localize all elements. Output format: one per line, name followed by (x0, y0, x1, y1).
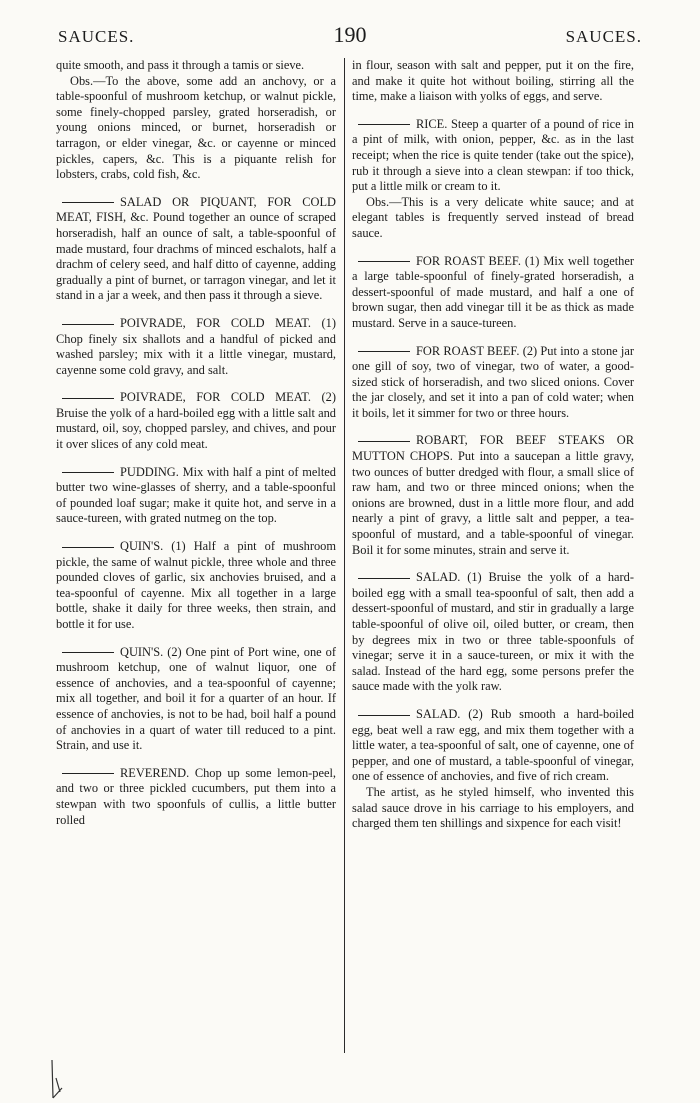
ditto-dash (358, 261, 410, 262)
recipe-entry (56, 465, 336, 527)
recipe-entry (352, 433, 634, 558)
right-column (352, 58, 634, 832)
recipe-text: ROBART, FOR BEEF STEAKS OR MUTTON CHOPS. Put into a saucepan a little gravy, two ounces of butter dredged with flour, a small slice of raw ham, and two or three minced onions; when the onions are browned, dust in a little more flour, and add nearly a pint of gravy, a little salt and pepper, a tea-spoonful of mustard, and a table-spoonful of vinegar. Boil it for some minutes, strain and serve it. (352, 433, 634, 557)
page-number: 190 (333, 22, 367, 47)
recipe-text: REVEREND. Chop up some lemon-peel, and two or three pickled cucumbers, put them into a stewpan with two spoonfuls of cullis, a little butter rolled (56, 765, 336, 827)
recipe-text: SALAD. (1) Bruise the yolk of a hard-boiled egg with a small tea-spoonful of salt, then add a dessert-spoonful of mustard, and stir in gradually a large table-spoonful of olive oil, oiled butter, or cream, then by degrees mix in two or three table-spoonfuls of vinegar; serve it in a sauce-tureen, or mix it with the salad. Instead of the hard egg, some persons prefer the sauce made with the yolk raw. (352, 570, 634, 694)
header-right-title: SAUCES. (565, 27, 642, 46)
recipe-entry (352, 707, 634, 785)
paragraph: quite smooth, and pass it through a tamis or sieve. (56, 58, 305, 72)
ditto-dash (62, 472, 114, 473)
recipe-entry (56, 645, 336, 754)
ditto-dash (358, 441, 410, 442)
recipe-text: QUIN'S. (2) One pint of Port wine, one of mushroom ketchup, one of walnut liquor, one of essence of anchovies, and a tea-spoonful of cayenne; mix all together, and boil it for a quarter of an hour. If essence of anchovies, is not to be had, boil half a pound of anchovies in a quart of water till reduced to a pint. Strain, and use it. (56, 644, 336, 753)
recipe-text: FOR ROAST BEEF. (1) Mix well together a large table-spoonful of finely-grated horseradish, a dessert-spoonful of made mustard, and half a one of brown sugar, then add vinegar till it be as thick as made mustard. Serve in a sauce-tureen. (352, 253, 634, 330)
paragraph: The artist, as he styled himself, who invented this salad sauce drove in his carriage to his employers, and charged them ten shillings and sixpence for each visit! (352, 784, 634, 831)
recipe-entry (56, 766, 336, 828)
header-left-title: SAUCES. (58, 27, 135, 46)
recipe-entry (56, 539, 336, 633)
left-column (56, 58, 336, 828)
recipe-entry (56, 195, 336, 304)
ditto-dash (62, 202, 114, 203)
recipe-text: PUDDING. Mix with half a pint of melted butter two wine-glasses of sherry, and a table-spoonful of pounded loaf sugar; make it quite hot, and serve in a sauce-tureen, with grated nutmeg on the top. (56, 464, 336, 526)
ditto-dash (358, 351, 410, 352)
recipe-text: QUIN'S. (1) Half a pint of mushroom pickle, the same of walnut pickle, three whole and three pounded cloves of garlic, six anchovies bruised, and a tea-spoonful of cayenne. Mix all together in a large bottle, shake it daily for three weeks, then strain, and bottle it for use. (56, 539, 336, 631)
ditto-dash (358, 124, 410, 125)
ditto-dash (62, 547, 114, 548)
recipe-entry (352, 344, 634, 422)
ditto-dash (62, 398, 114, 399)
recipe-entry (352, 570, 634, 695)
recipe-entry (56, 316, 336, 378)
margin-mark (48, 1058, 68, 1100)
column-divider (344, 58, 345, 1053)
paragraph: Obs.—This is a very delicate white sauce; and at elegant tables is frequently served instead of bread sauce. (352, 194, 634, 240)
recipe-text: FOR ROAST BEEF. (2) Put into a stone jar one gill of soy, two of vinegar, two of water, a good-sized stick of horseradish, and two sliced onions. Cover the jar closely, and set it into a pan of cold water; when it boils, let it simmer for two or three hours. (352, 343, 634, 420)
ditto-dash (62, 324, 114, 325)
recipe-entry (56, 390, 336, 452)
ditto-dash (62, 773, 114, 774)
recipe-text: POIVRADE, FOR COLD MEAT. (2) Bruise the yolk of a hard-boiled egg with a little salt and mustard, oil, soy, chopped parsley, and chives, and pour it over slices of any cold meat. (56, 390, 336, 452)
paragraph: in flour, season with salt and pepper, put it on the fire, and make it quite hot without boiling, stirring all the time, make a liaison with yolks of eggs, and serve. (352, 58, 634, 104)
ditto-dash (358, 715, 410, 716)
recipe-text: SALAD. (2) Rub smooth a hard-boiled egg, beat well a raw egg, and mix them together with a little water, a tea-spoonful of salt, one of cayenne, one of pepper, and one of mustard, a table-spoonful of vinegar, one of essence of anchovies, and five of rich cream. (352, 706, 634, 784)
running-header (58, 22, 642, 48)
recipe-text: POIVRADE, FOR COLD MEAT. (1) Chop finely six shallots and a handful of picked and washed parsley; mix with it a little vinegar, mustard, cayenne some cold gravy, and salt. (56, 315, 336, 377)
recipe-text: SALAD OR PIQUANT, FOR COLD MEAT, FISH, &c. Pound together an ounce of scraped horseradish, half an ounce of salt, a table-spoonful of made mustard, four drachms of minced eschalots, half a drachm of celery seed, and half ditto of cayenne, adding gradually a pint of burnet, or tarragon vinegar, and let it stand in a jar a week, and then pass it through a sieve. (56, 194, 336, 303)
ditto-dash (358, 578, 410, 579)
paragraph: Obs.—To the above, some add an anchovy, or a table-spoonful of mushroom ketchup, or walnut pickle, some finely-chopped parsley, grated horseradish, or young onions minced, or burnet, horseradish or tarragon, or elder vinegar, &c. or cayenne or minced pickles, capers, &c. This is a piquante relish for lobsters, crabs, cold fish, &c. (56, 73, 336, 182)
ditto-dash (62, 652, 114, 653)
recipe-entry (352, 254, 634, 332)
recipe-text: RICE. Steep a quarter of a pound of rice in a pint of milk, with onion, pepper, &c. as in the last receipt; when the rice is quite tender (take out the spice), rub it through a sieve into a clean stewpan: if too thick, put a little milk or cream to it. (352, 116, 634, 194)
recipe-entry (352, 117, 634, 195)
